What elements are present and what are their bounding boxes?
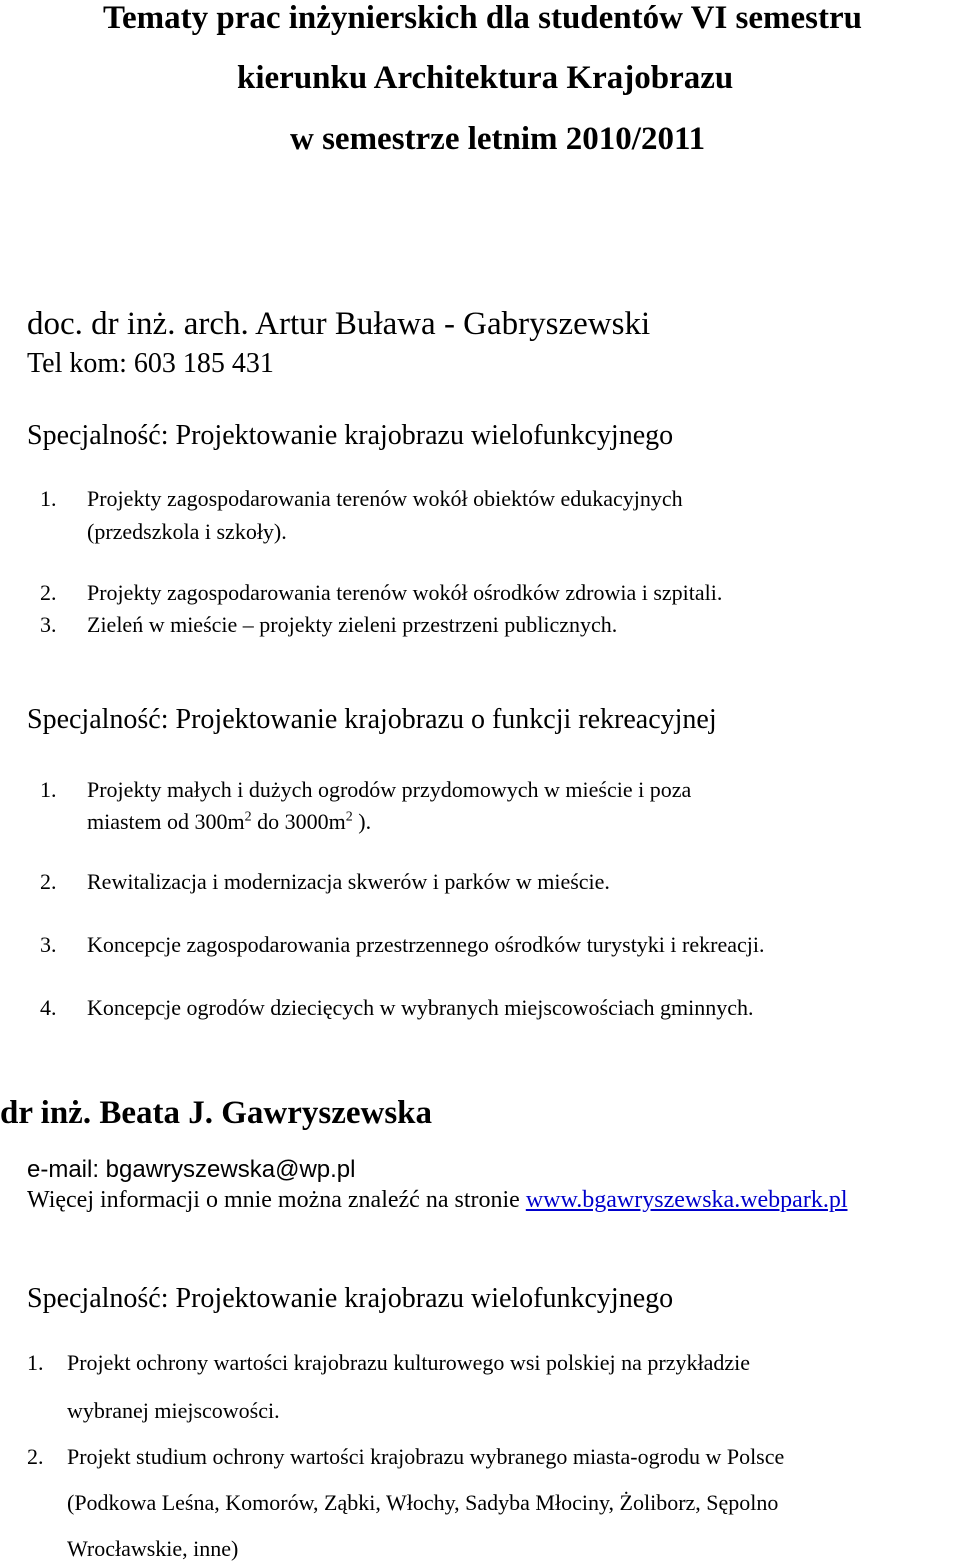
- author2-info: [27, 1187, 848, 1214]
- document-title-line-3: w semestrze letnim 2010/2011: [290, 121, 706, 157]
- section1-item-3: [40, 612, 617, 638]
- item-text: Koncepcje ogrodów dziecięcych w wybranych miejscowościach gminnych.: [87, 995, 754, 1020]
- item-number: 1.: [40, 777, 57, 802]
- item-number: 1.: [40, 486, 57, 511]
- item-number: 2.: [27, 1444, 44, 1469]
- item-text: Projekty małych i dużych ogrodów przydomowych w mieście i poza: [87, 777, 692, 802]
- document-title-line-2: kierunku Architektura Krajobrazu: [237, 60, 734, 96]
- item-number: 3.: [40, 612, 57, 637]
- section3-item-1: [27, 1350, 750, 1376]
- section3-item-2-cont2: Wrocławskie, inne): [67, 1536, 239, 1561]
- item-number: 3.: [40, 932, 57, 957]
- website-link[interactable]: www.bgawryszewska.webpark.pl: [525, 1187, 848, 1213]
- section2-item-4: [40, 995, 754, 1021]
- info-text: Więcej informacji o mnie można znaleźć na stronie: [27, 1187, 526, 1213]
- item-text: Projekt ochrony wartości krajobrazu kulturowego wsi polskiej na przykładzie: [67, 1350, 751, 1375]
- item-text: Projekty zagospodarowania terenów wokół ośrodków zdrowia i szpitali.: [87, 580, 723, 605]
- item-text: Koncepcje zagospodarowania przestrzennego ośrodków turystyki i rekreacji.: [87, 932, 765, 957]
- item-number: 1.: [27, 1350, 44, 1375]
- section1-heading: Specjalność: Projektowanie krajobrazu wielofunkcyjnego: [27, 420, 674, 451]
- section2-item-1-cont: miastem od $300m^2$ do $3000m^2$ ).: [87, 809, 372, 834]
- section2-heading: Specjalność: Projektowanie krajobrazu o funkcji rekreacyjnej: [27, 704, 717, 735]
- section3-item-1-cont: wybranej miejscowości.: [67, 1398, 280, 1423]
- author1-name: doc. dr inż. arch. Artur Buława - Gabryszewski: [27, 306, 651, 342]
- item-number: 2.: [40, 580, 57, 605]
- item-text: Zieleń w mieście – projekty zieleni przestrzeni publicznych.: [87, 612, 618, 637]
- item-number: 4.: [40, 995, 57, 1020]
- author2-name: dr inż. Beata J. Gawryszewska: [0, 1095, 433, 1131]
- section1-item-2: [40, 580, 722, 606]
- item-text: Projekt studium ochrony wartości krajobrazu wybranego miasta-ogrodu w Polsce: [67, 1444, 785, 1469]
- document-title-line-1: Tematy prac inżynierskich dla studentów VI semestru: [103, 0, 863, 36]
- section1-item-1-cont: (przedszkola i szkoły).: [87, 519, 287, 544]
- item-text: Projekty zagospodarowania terenów wokół obiektów edukacyjnych: [87, 486, 683, 511]
- section2-item-2: [40, 869, 610, 895]
- section3-item-2: [27, 1444, 784, 1470]
- author2-email: e-mail: bgawryszewska@wp.pl: [27, 1156, 356, 1183]
- section1-item-1: [40, 486, 683, 512]
- section2-item-3: [40, 932, 764, 958]
- section3-heading: Specjalność: Projektowanie krajobrazu wielofunkcyjnego: [27, 1283, 674, 1314]
- item-text: Rewitalizacja i modernizacja skwerów i parków w mieście.: [87, 869, 610, 894]
- section2-item-1: [40, 777, 691, 803]
- item-number: 2.: [40, 869, 57, 894]
- section3-item-2-cont: (Podkowa Leśna, Komorów, Ząbki, Włochy, Sadyba Młociny, Żoliborz, Sępolno: [67, 1490, 779, 1515]
- author1-phone: Tel kom: 603 185 431: [27, 348, 274, 379]
